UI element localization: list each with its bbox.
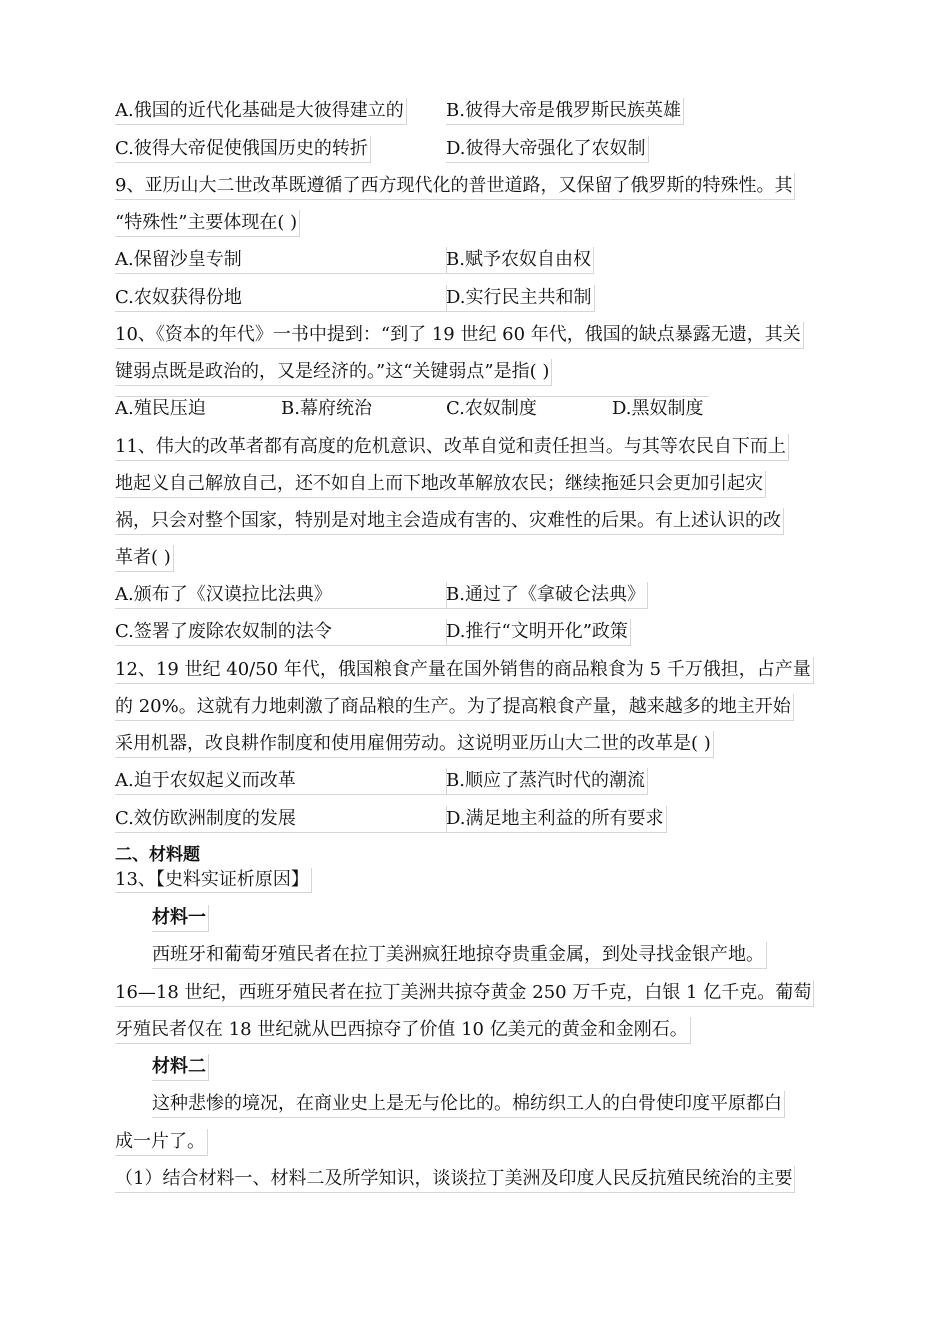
q9-option-d: D.实行民主共和制 (446, 285, 595, 312)
q10-stem-line-2: 键弱点既是政治的，又是经济的。”这“关键弱点”是指( ) (115, 359, 552, 386)
section-heading: 二、材料题 (115, 845, 200, 865)
q12-stem-line-2: 的 20%。这就有力地刺激了商品粮的生产。为了提高粮食产量，越来越多的地主开始 (115, 694, 794, 721)
q8-option-a: A.俄国的近代化基础是大彼得建立的 (115, 98, 407, 125)
q11-stem-line-2: 地起义自己解放自己，还不如自上而下地改革解放农民；继续拖延只会更加引起灾 (115, 471, 766, 498)
q9-stem-line-1: 9、亚历山大二世改革既遵循了西方现代化的普世道路，又保留了俄罗斯的特殊性。其 (115, 173, 795, 200)
q11-stem-line-4: 革者( ) (115, 545, 174, 572)
q12-stem-line-1: 12、19 世纪 40/50 年代，俄国粮食产量在国外销售的商品粮食为 5 千万俄担，占产量 (115, 657, 814, 684)
q10-stem-line-1: 10、《资本的年代》一书中提到：“到了 19 世纪 60 年代，俄国的缺点暴露无遗，其关 (115, 322, 804, 349)
q10-option-a: A.殖民压迫 (115, 398, 206, 419)
q9-option-b: B.赋予农奴自由权 (446, 247, 594, 274)
q11-option-c: C.签署了废除农奴制的法令 (115, 619, 447, 646)
q11-option-d: D.推行“文明开化”政策 (446, 619, 631, 646)
q11-option-a: A.颁布了《汉谟拉比法典》 (115, 582, 447, 609)
q11-stem-line-3: 祸，只会对整个国家，特别是对地主会造成有害的、灾难性的后果。有上述认识的改 (115, 508, 784, 535)
q11-option-b: B.通过了《拿破仑法典》 (446, 582, 648, 609)
q8-option-c: C.彼得大帝促使俄国历史的转折 (115, 136, 371, 163)
q11-stem-line-1: 11、伟大的改革者都有高度的危机意识、改革自觉和责任担当。与其等农民自下而上 (115, 434, 789, 461)
q13-title: 13、【史料实证析原因】 (115, 868, 312, 893)
material-two-line-2: 成一片了。 (115, 1129, 208, 1156)
q8-option-d: D.彼得大帝强化了农奴制 (446, 136, 649, 163)
q12-option-b: B.顺应了蒸汽时代的潮流 (446, 768, 648, 795)
material-two-line-1: 这种悲惨的境况，在商业史上是无与伦比的。棉纺织工人的白骨使印度平原都白 (152, 1091, 785, 1118)
q12-stem-line-3: 采用机器，改良耕作制度和使用雇佣劳动。这说明亚历山大二世的改革是( ) (115, 731, 714, 758)
material-one-line-1: 西班牙和葡萄牙殖民者在拉丁美洲疯狂地掠夺贵重金属，到处寻找金银产地。 (152, 942, 767, 969)
q9-stem-line-2: “特殊性”主要体现在( ) (115, 210, 300, 237)
material-one-title: 材料一 (152, 905, 209, 932)
q8-option-b: B.彼得大帝是俄罗斯民族英雄 (446, 98, 684, 125)
q10-option-d: D.黑奴制度 (612, 398, 704, 419)
material-one-line-2: 16—18 世纪，西班牙殖民者在拉丁美洲共掠夺黄金 250 万千克，白银 1 亿千克。葡萄 (115, 980, 814, 1007)
q10-option-b: B.幕府统治 (281, 398, 372, 419)
q9-option-a: A.保留沙皇专制 (115, 247, 447, 274)
q12-option-d: D.满足地主利益的所有要求 (446, 806, 667, 833)
q10-options-row (115, 396, 709, 419)
q9-option-c: C.农奴获得份地 (115, 285, 447, 312)
material-two-title: 材料二 (152, 1054, 209, 1081)
q12-option-c: C.效仿欧洲制度的发展 (115, 806, 447, 833)
material-one-line-3: 牙殖民者仅在 18 世纪就从巴西掠夺了价值 10 亿美元的黄金和金刚石。 (115, 1017, 691, 1044)
q13-subquestion-1: （1）结合材料一、材料二及所学知识，谈谈拉丁美洲及印度人民反抗殖民统治的主要 (115, 1166, 795, 1193)
q12-option-a: A.迫于农奴起义而改革 (115, 768, 447, 795)
q10-option-c: C.农奴制度 (446, 398, 537, 419)
